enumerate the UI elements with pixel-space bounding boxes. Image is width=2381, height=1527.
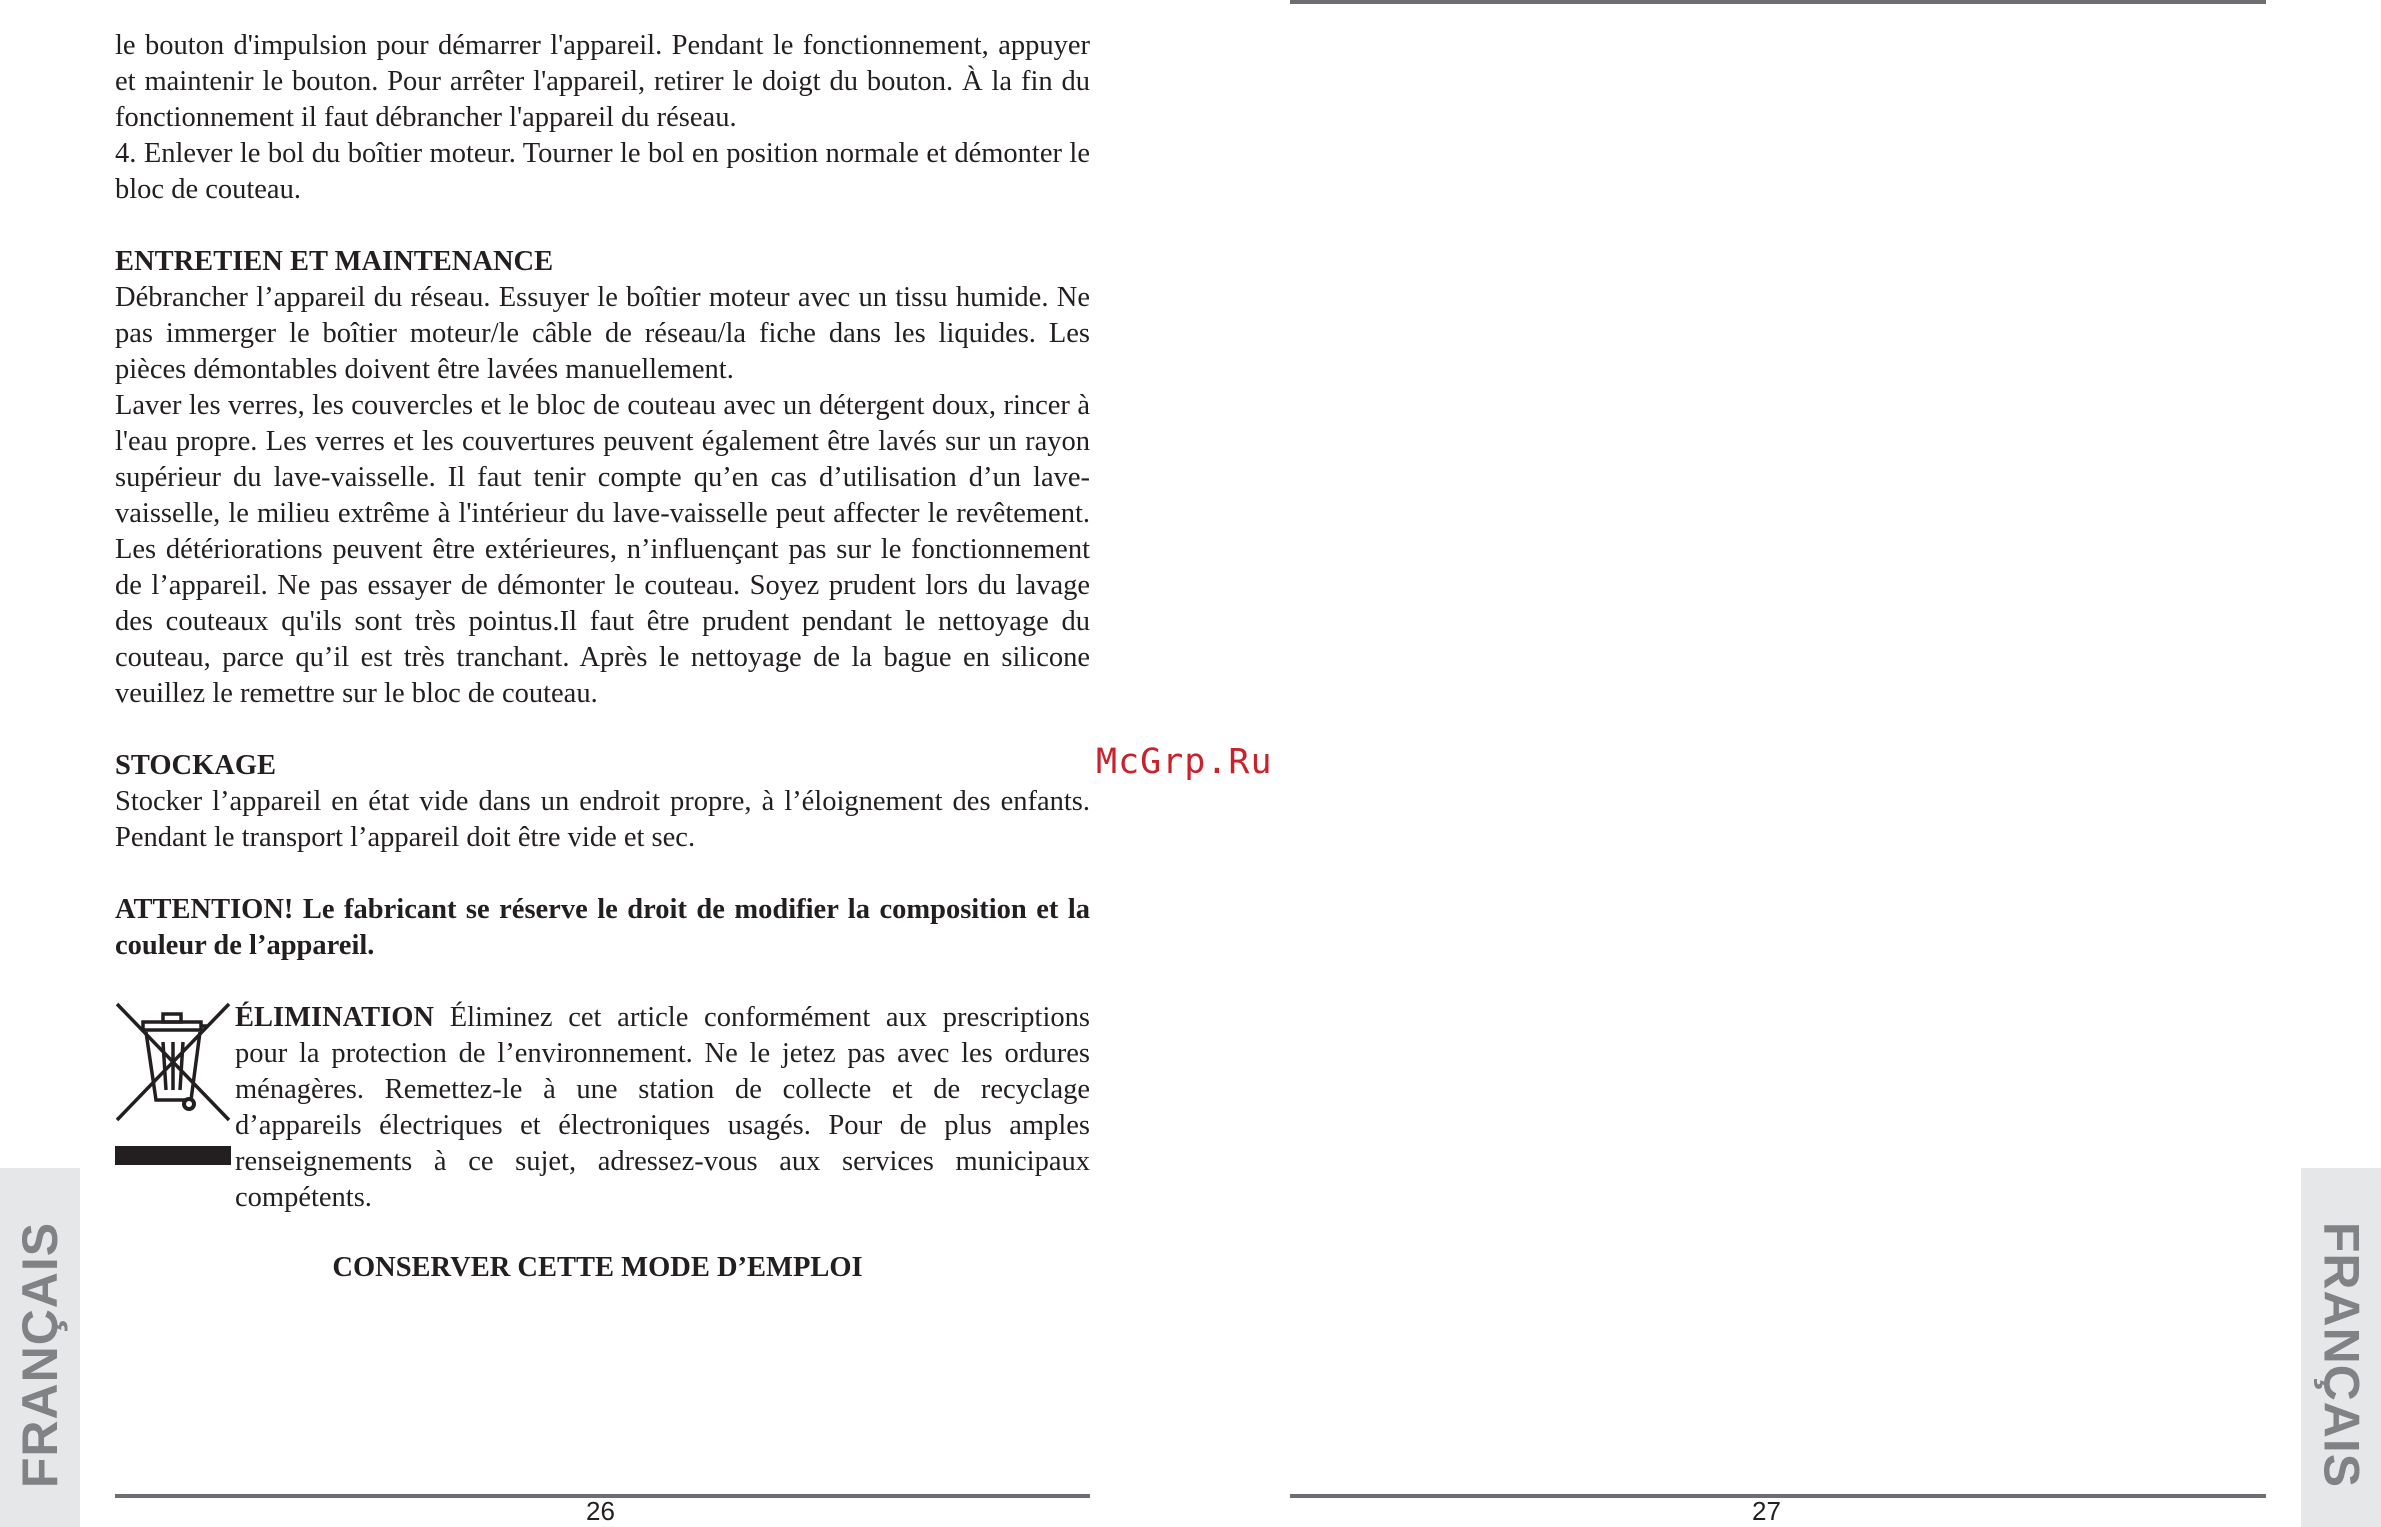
disposal-title: ÉLIMINATION <box>235 1002 434 1033</box>
left-page <box>0 0 1190 1527</box>
language-label-right: FRANÇAIS <box>2313 1221 2369 1489</box>
storage-paragraph: Stocker l’appareil en état vide dans un endroit propre, à l’éloignement des enfants. Pendant le transport l’appareil doit être vide et sec. <box>115 786 1090 853</box>
language-label-left: FRANÇAIS <box>12 1221 68 1489</box>
intro-paragraph-2: 4. Enlever le bol du boîtier moteur. Tourner le bol en position normale et démonter le bloc de couteau. <box>115 138 1090 205</box>
disposal-paragraph <box>115 1000 1090 1216</box>
maintenance-paragraph-2: Laver les verres, les couvercles et le bloc de couteau avec un détergent doux, rincer à l'eau propre. Les verres et les couvertures peuvent également être lavés sur un rayon supérieur du lave-vaisselle. Il faut tenir compte qu’en cas d’utilisation d’un lave-vaisselle, le milieu extrême à l'intérieur du lave-vaisselle peut affecter le revêtement. Les détériorations peuvent être extérieures, n’influençant pas sur le fonctionnement de l’appareil. Ne pas essayer de démonter le couteau. Soyez prudent lors du lavage des couteaux qu'ils sont très pointus.Il faut être prudent pendant le nettoyage du couteau, parce qu’il est très tranchant. Après le nettoyage de la bague en silicone veuillez le remettre sur le bloc de couteau. <box>115 390 1090 709</box>
crossed-out-wheelie-bin-icon <box>115 1002 231 1188</box>
maintenance-heading: ENTRETIEN ET MAINTENANCE <box>115 246 554 277</box>
left-page-content <box>115 28 1090 1286</box>
disposal-section <box>115 1000 1090 1216</box>
storage-heading: STOCKAGE <box>115 750 277 781</box>
intro-paragraph-1: le bouton d'impulsion pour démarrer l'appareil. Pendant le fonctionnement, appuyer et maintenir le bouton. Pour arrêter l'appareil, retirer le doigt du bouton. À la fin du fonctionnement il faut débrancher l'appareil du réseau. <box>115 30 1090 133</box>
watermark: McGrp.Ru <box>1096 742 1273 782</box>
closing-notice: CONSERVER CETTE MODE D’EMPLOI <box>332 1252 863 1283</box>
page-number-right: 27 <box>1752 1496 1781 1526</box>
right-page <box>1190 0 2381 1527</box>
page-number-left: 26 <box>586 1496 615 1526</box>
disposal-text: Éliminez cet article conformément aux prescriptions pour la protection de l’environnement. Ne le jetez pas avec les ordures ménagères. Remettez-le à une station de collecte et de recyclage d’appareils électriques et électroniques usagés. Pour de plus amples renseignements à ce sujet, adressez-vous aux services municipaux compétents. <box>235 1002 1090 1213</box>
attention-notice: ATTENTION! Le fabricant se réserve le droit de modifier la composition et la couleur de l’appareil. <box>115 894 1090 961</box>
top-rule-right <box>1290 0 2266 4</box>
maintenance-paragraph-1: Débrancher l’appareil du réseau. Essuyer le boîtier moteur avec un tissu humide. Ne pas immerger le boîtier moteur/le câble de réseau/la fiche dans les liquides. Les pièces démontables doivent être lavées manuellement. <box>115 282 1090 385</box>
